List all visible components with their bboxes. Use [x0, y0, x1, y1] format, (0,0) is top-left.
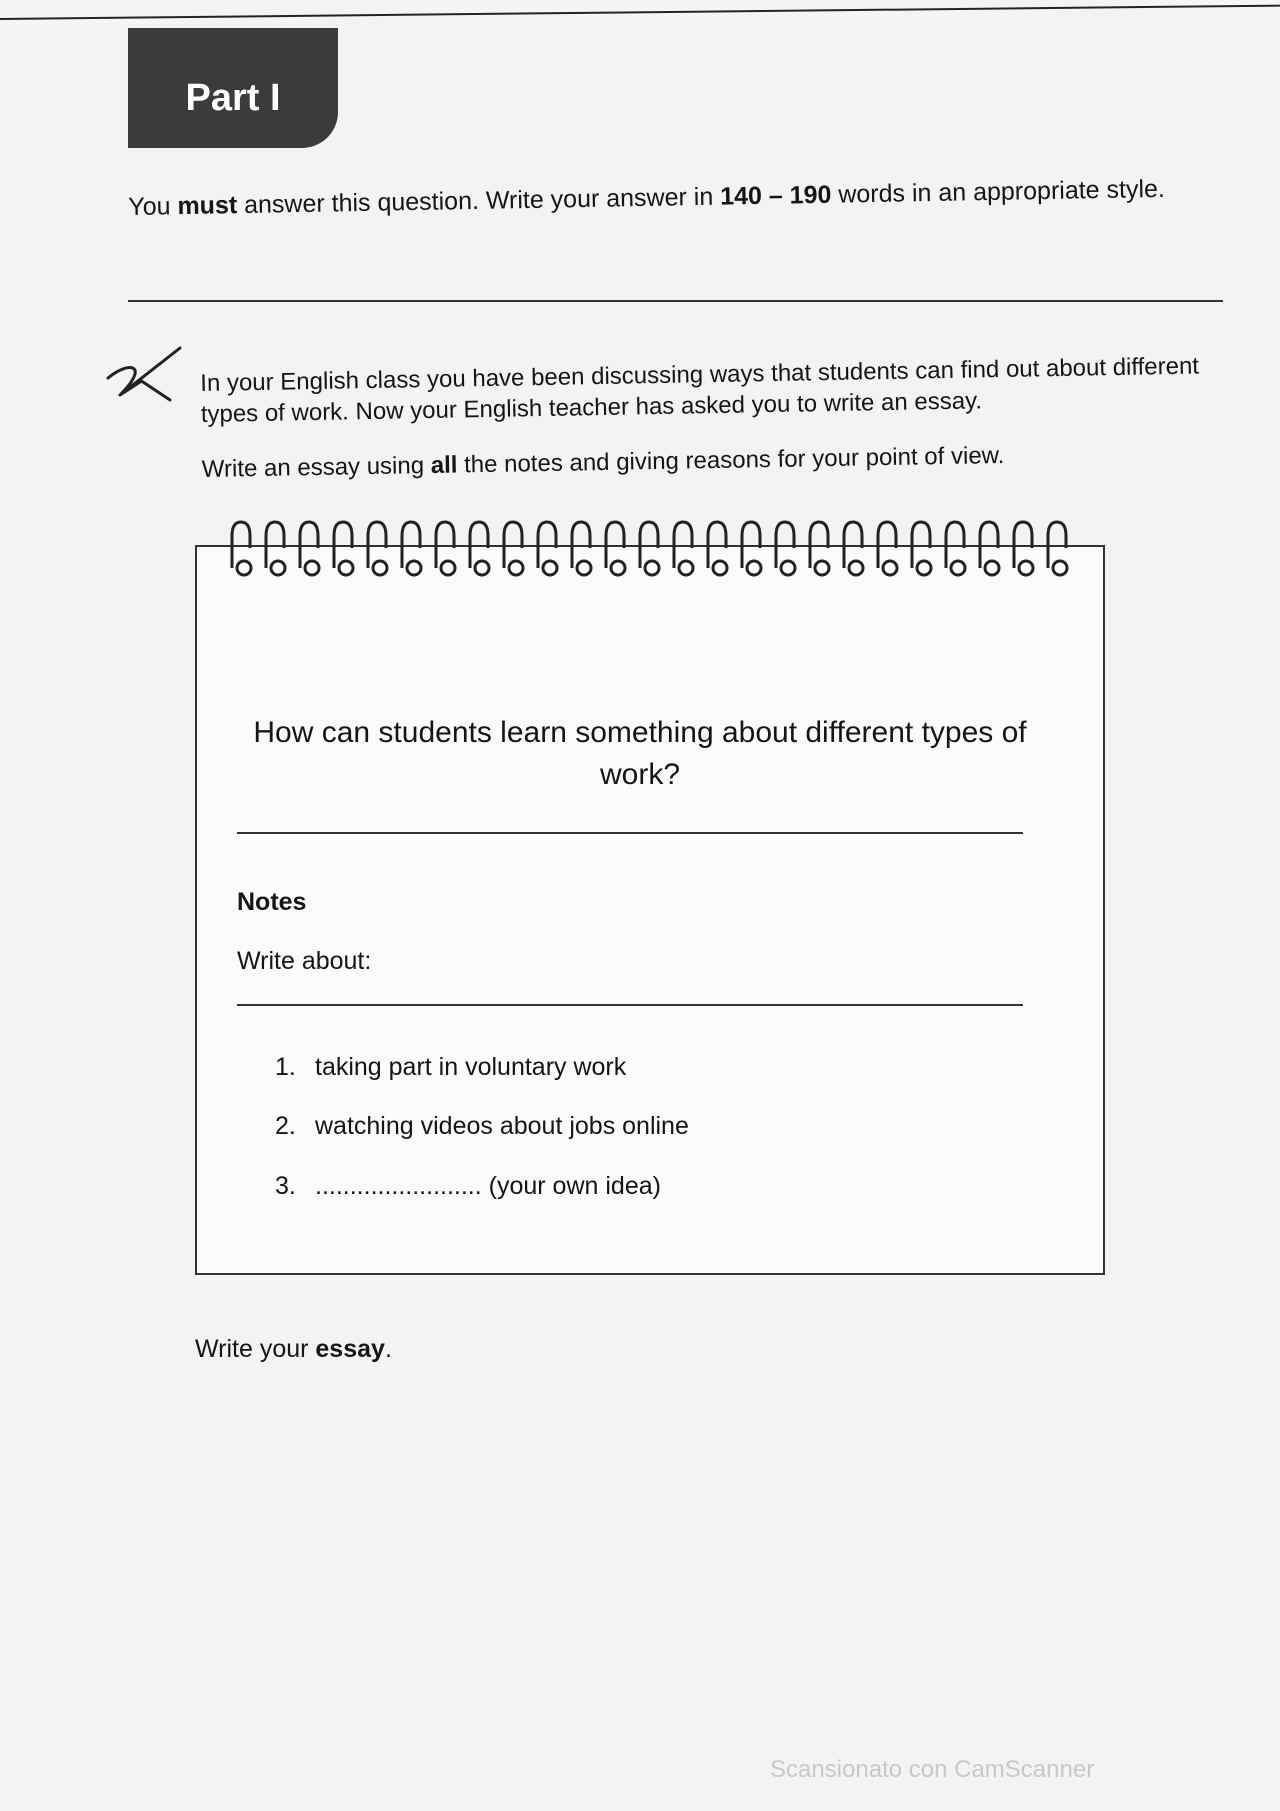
divider-line: [128, 300, 1223, 302]
note-text: ........................ (your own idea): [315, 1172, 661, 1200]
notebook-box: [195, 545, 1105, 1275]
tick-mark-icon: [100, 340, 190, 420]
task-write-part: the notes and giving reasons for your point of view.: [457, 441, 1005, 479]
instruction-part: You: [128, 192, 178, 221]
note-number: 2.: [275, 1112, 296, 1140]
instruction-must: must: [177, 191, 238, 221]
task-description: [200, 350, 1222, 485]
word-range: 140 – 190: [719, 180, 832, 211]
note-text: taking part in voluntary work: [315, 1053, 627, 1081]
note-item: [275, 1112, 689, 1141]
part-tab: [128, 28, 338, 148]
instruction-part: words in an appropriate style.: [831, 174, 1166, 209]
notebook-spiral-icon: [220, 518, 1070, 580]
closing-instruction: [195, 1335, 392, 1364]
task-write-part: Write an essay using: [201, 451, 431, 483]
part-label: Part I: [185, 76, 281, 119]
notebook-divider: [237, 1004, 1023, 1006]
note-text: watching videos about jobs online: [315, 1112, 689, 1140]
instruction-text: [128, 171, 1208, 225]
note-number: 3.: [275, 1172, 296, 1200]
notebook-divider: [237, 832, 1023, 834]
closing-part: .: [384, 1335, 392, 1363]
task-prompt: In your English class you have been discussing ways that students can find out about different types of work. Now your English teacher has asked you to write an essay.: [200, 352, 1200, 428]
scanner-watermark: Scansionato con CamScanner: [770, 1756, 1095, 1783]
page-top-line: [0, 5, 1280, 20]
instruction-part: answer this question. Write your answer in: [236, 182, 721, 220]
note-number: 1.: [275, 1053, 296, 1081]
notes-title: Notes: [237, 888, 307, 916]
task-all: all: [430, 451, 458, 479]
closing-part: Write your: [195, 1335, 316, 1363]
note-item: [275, 1172, 661, 1201]
task-write-line: [202, 436, 1222, 485]
closing-essay: essay: [315, 1335, 385, 1363]
notes-subtitle: Write about:: [237, 947, 372, 975]
essay-question: How can students learn something about different types of work?: [253, 716, 1027, 791]
note-item: [275, 1053, 626, 1082]
